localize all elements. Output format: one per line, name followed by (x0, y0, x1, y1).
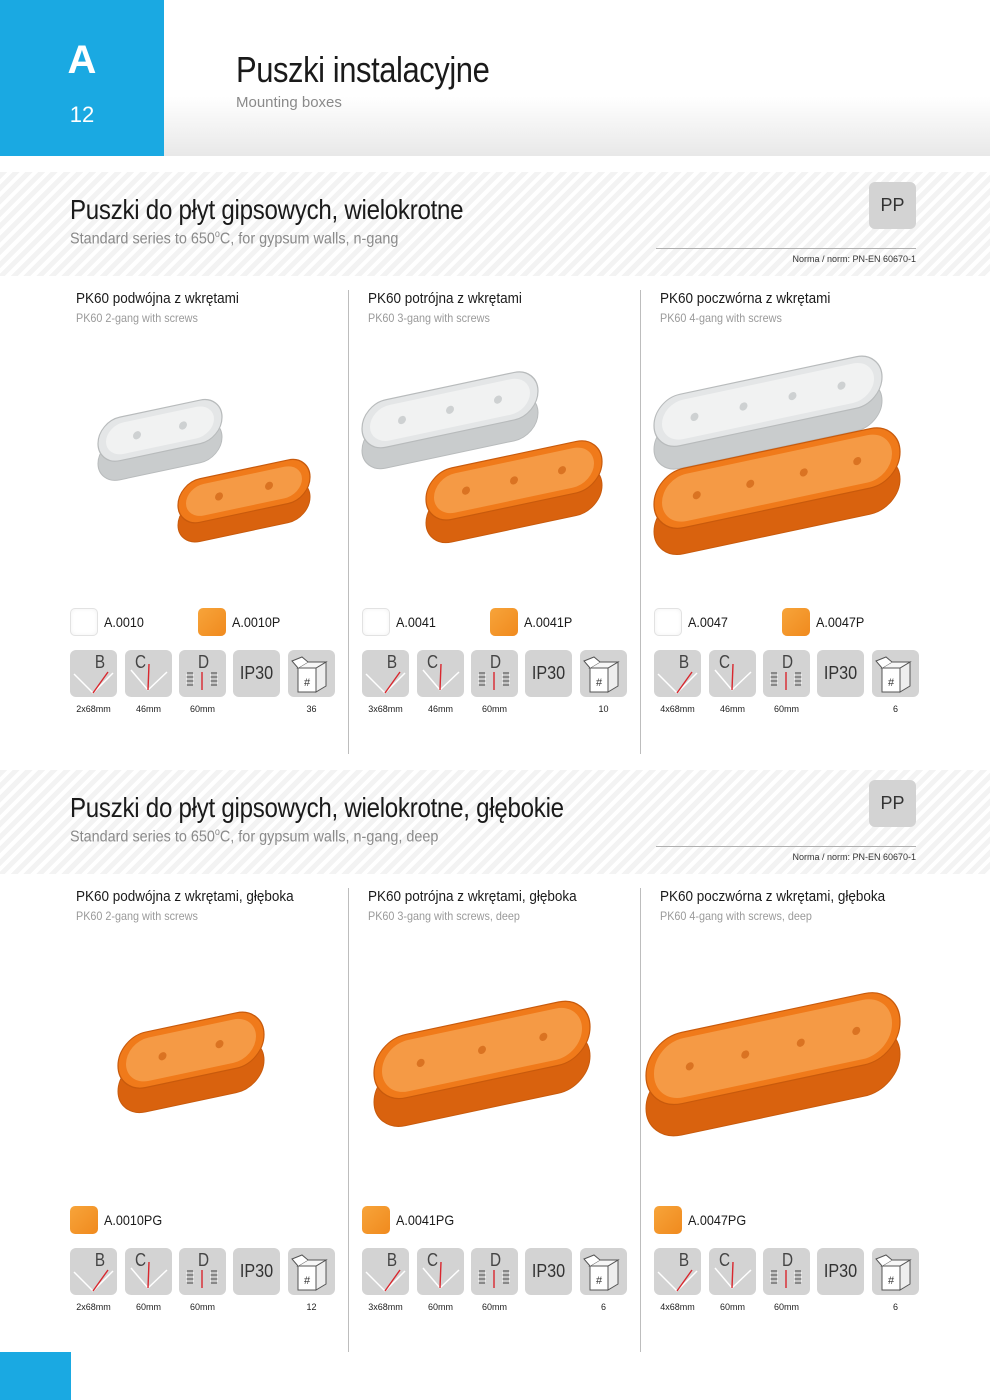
product-specs (70, 650, 362, 716)
product-code: A.0047PG (688, 1212, 747, 1228)
screw-spacing-icon (471, 650, 518, 697)
product-title: PK60 podwójna z wkrętami (76, 290, 239, 307)
spec-letter-d: D (489, 1250, 502, 1270)
product-subtitle: PK60 3-gang with screws (368, 311, 490, 325)
width-spec-icon (654, 650, 701, 697)
package-quantity: 6 (892, 704, 898, 714)
product-card (654, 888, 946, 1338)
width-spec-icon (70, 650, 117, 697)
depth-spec-icon (125, 1248, 172, 1295)
width-spec-icon (362, 650, 409, 697)
package-symbol: # (304, 677, 311, 689)
screw-spacing-icon (471, 1248, 518, 1295)
white-color-swatch (362, 608, 390, 636)
screw-spacing-value: 60mm (189, 1302, 215, 1312)
screw-spacing-icon (763, 1248, 810, 1295)
spec-letter-d: D (197, 1250, 210, 1270)
depth-value: 46mm (135, 704, 161, 714)
package-quantity: 36 (306, 704, 317, 714)
package-icon (288, 650, 335, 697)
package-quantity: 10 (598, 704, 609, 714)
spec-letter-b: B (94, 652, 106, 672)
width-value: 3x68mm (368, 704, 403, 714)
norm-text: Norma / norm: PN-EN 60670-1 (792, 254, 916, 264)
product-codes (362, 1206, 654, 1234)
product-codes (654, 1206, 946, 1234)
section-subtitle (70, 229, 398, 248)
width-value: 4x68mm (660, 1302, 695, 1312)
ip-rating-badge (525, 1248, 572, 1295)
package-symbol: # (596, 677, 603, 689)
product-subtitle: PK60 2-gang with screws (76, 909, 198, 923)
package-quantity: 12 (306, 1302, 317, 1312)
subtitle-text-end: C, for gypsum walls, n-gang, deep (219, 828, 439, 846)
product-title: PK60 poczwórna z wkrętami (660, 290, 831, 307)
depth-value: 60mm (135, 1302, 161, 1312)
section-title: Puszki do płyt gipsowych, wielokrotne (70, 194, 464, 225)
spec-letter-c: C (718, 652, 731, 672)
product-specs (362, 1248, 654, 1314)
product-section (0, 172, 990, 752)
ip-rating-text: IP30 (823, 1261, 858, 1281)
width-value: 2x68mm (76, 1302, 111, 1312)
ip-rating-badge (817, 650, 864, 697)
product-title: PK60 podwójna z wkrętami, głęboka (76, 888, 294, 905)
product-specs (362, 650, 654, 716)
product-card (362, 888, 654, 1338)
spec-letter-c: C (134, 652, 147, 672)
spec-letter-c: C (426, 1250, 439, 1270)
spec-letter-c: C (134, 1250, 147, 1270)
page-subtitle: Mounting boxes (236, 94, 342, 111)
depth-spec-icon (417, 1248, 464, 1295)
screw-spacing-value: 60mm (481, 704, 507, 714)
product-codes (70, 1206, 362, 1234)
product-code: A.0010 (104, 614, 144, 630)
product-code: A.0047P (816, 614, 865, 630)
ip-rating-text: IP30 (531, 1261, 566, 1281)
orange-color-swatch (490, 608, 518, 636)
product-codes (362, 608, 654, 636)
product-code: A.0047 (688, 614, 728, 630)
norm-divider (656, 846, 916, 847)
product-title: PK60 potrójna z wkrętami (368, 290, 522, 307)
depth-spec-icon (709, 1248, 756, 1295)
chapter-tab (0, 0, 164, 156)
screw-spacing-icon (179, 650, 226, 697)
norm-text: Norma / norm: PN-EN 60670-1 (792, 852, 916, 862)
subtitle-text-end: C, for gypsum walls, n-gang (219, 230, 399, 248)
product-card (654, 290, 946, 740)
ip-rating-text: IP30 (239, 663, 274, 683)
width-value: 2x68mm (76, 704, 111, 714)
screw-spacing-value: 60mm (481, 1302, 507, 1312)
package-icon (580, 1248, 627, 1295)
section-title: Puszki do płyt gipsowych, wielokrotne, głębokie (70, 792, 564, 823)
ip-rating-badge (233, 650, 280, 697)
package-quantity: 6 (600, 1302, 606, 1312)
screw-spacing-value: 60mm (189, 704, 215, 714)
screw-spacing-icon (179, 1248, 226, 1295)
orange-color-swatch (362, 1206, 390, 1234)
depth-value: 60mm (719, 1302, 745, 1312)
orange-color-swatch (654, 1206, 682, 1234)
product-subtitle: PK60 2-gang with screws (76, 311, 198, 325)
product-card (362, 290, 654, 740)
product-codes (654, 608, 946, 636)
spec-letter-d: D (489, 652, 502, 672)
orange-box-image (176, 450, 312, 565)
white-color-swatch (654, 608, 682, 636)
white-color-swatch (70, 608, 98, 636)
spec-letter-c: C (718, 1250, 731, 1270)
package-symbol: # (888, 677, 895, 689)
product-specs (654, 650, 946, 716)
ip-rating-text: IP30 (239, 1261, 274, 1281)
subtitle-text: Standard series to 650 (70, 828, 215, 846)
ip-rating-badge (817, 1248, 864, 1295)
page-number: 12 (69, 102, 95, 127)
spec-letter-d: D (197, 652, 210, 672)
orange-color-swatch (70, 1206, 98, 1234)
package-icon (288, 1248, 335, 1295)
orange-box-image (652, 416, 902, 571)
orange-box-image (372, 988, 592, 1153)
width-spec-icon (70, 1248, 117, 1295)
orange-box-image (424, 430, 604, 565)
depth-spec-icon (709, 650, 756, 697)
spec-letter-b: B (678, 652, 690, 672)
subtitle-text: Standard series to 650 (70, 230, 215, 248)
chapter-letter: A (67, 38, 97, 82)
spec-letter-b: B (386, 1250, 398, 1270)
material-badge: PP (869, 182, 916, 229)
product-code: A.0041PG (396, 1212, 455, 1228)
norm-divider (656, 248, 916, 249)
orange-box-image (644, 978, 902, 1163)
corner-tab (0, 1352, 71, 1400)
screw-spacing-value: 60mm (773, 704, 799, 714)
width-spec-icon (654, 1248, 701, 1295)
width-value: 3x68mm (368, 1302, 403, 1312)
spec-letter-c: C (426, 652, 439, 672)
material-badge: PP (869, 780, 916, 827)
spec-letter-b: B (386, 652, 398, 672)
package-symbol: # (596, 1275, 603, 1287)
product-code: A.0041 (396, 614, 436, 630)
depth-value: 46mm (427, 704, 453, 714)
ip-rating-badge (233, 1248, 280, 1295)
degree-sup: o (214, 229, 220, 240)
product-subtitle: PK60 4-gang with screws (660, 311, 782, 325)
degree-sup: o (214, 827, 220, 838)
product-title: PK60 potrójna z wkrętami, głęboka (368, 888, 577, 905)
product-codes (70, 608, 362, 636)
product-code: A.0010P (232, 614, 281, 630)
ip-rating-badge (525, 650, 572, 697)
ip-rating-text: IP30 (531, 663, 566, 683)
orange-box-image (116, 1000, 266, 1145)
section-subtitle (70, 827, 438, 846)
product-code: A.0041P (524, 614, 573, 630)
screw-spacing-icon (763, 650, 810, 697)
package-icon (580, 650, 627, 697)
width-spec-icon (362, 1248, 409, 1295)
orange-color-swatch (198, 608, 226, 636)
package-symbol: # (304, 1275, 311, 1287)
spec-letter-d: D (781, 652, 794, 672)
depth-value: 60mm (427, 1302, 453, 1312)
product-subtitle: PK60 3-gang with screws, deep (368, 909, 520, 923)
package-symbol: # (888, 1275, 895, 1287)
package-icon (872, 650, 919, 697)
orange-color-swatch (782, 608, 810, 636)
product-code: A.0010PG (104, 1212, 163, 1228)
depth-spec-icon (417, 650, 464, 697)
spec-letter-d: D (781, 1250, 794, 1270)
product-card (70, 290, 362, 740)
product-subtitle: PK60 4-gang with screws, deep (660, 909, 812, 923)
package-icon (872, 1248, 919, 1295)
product-card (70, 888, 362, 1338)
package-quantity: 6 (892, 1302, 898, 1312)
spec-letter-b: B (678, 1250, 690, 1270)
depth-value: 46mm (719, 704, 745, 714)
product-specs (70, 1248, 362, 1314)
ip-rating-text: IP30 (823, 663, 858, 683)
page-title: Puszki instalacyjne (236, 49, 490, 90)
screw-spacing-value: 60mm (773, 1302, 799, 1312)
depth-spec-icon (125, 650, 172, 697)
spec-letter-b: B (94, 1250, 106, 1270)
product-specs (654, 1248, 946, 1314)
product-section (0, 770, 990, 1350)
product-title: PK60 poczwórna z wkrętami, głęboka (660, 888, 886, 905)
width-value: 4x68mm (660, 704, 695, 714)
